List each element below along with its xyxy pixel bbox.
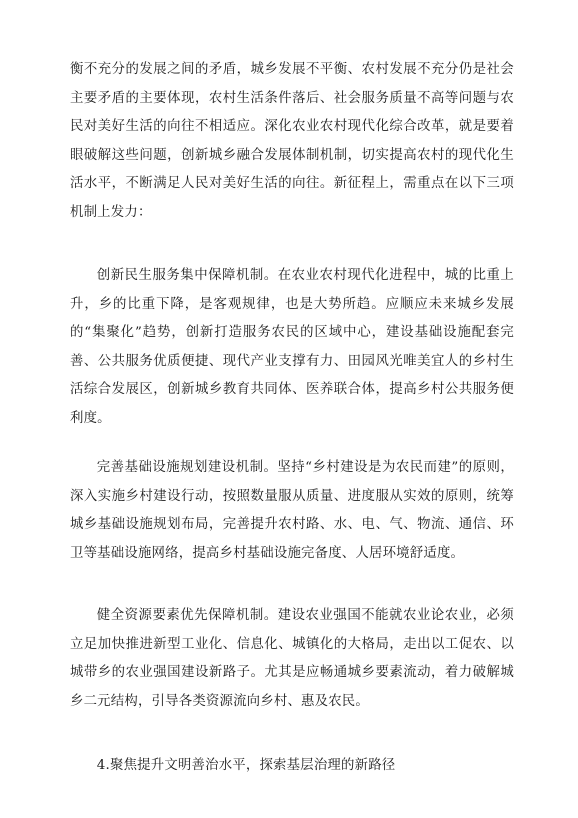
paragraph-continuation: 衡不充分的发展之间的矛盾，城乡发展不平衡、农村发展不充分仍是社会主要矛盾的主要体现，农村生活条件落后、社会服务质量不高等问题与农民对美好生活的向往不相适应。深化农业农村现代化综合改革，就是要着眼破解这些问题，创新城乡融合发展体制机制，切实提高农村的现代化生活水平，不断满足人民对美好生活的向往。新征程上，需重点在以下三项机制上发力：: [70, 62, 514, 220]
section-heading: 4.聚焦提升文明善治水平，探索基层治理的新路径: [96, 758, 396, 773]
paragraph-livelihood-services: 创新民生服务集中保障机制。在农业农村现代化进程中，城的比重上升，乡的比重下降，是客观规律，也是大势所趋。应顺应未来城乡发展的“集聚化”趋势，创新打造服务农民的区域中心，建设基础设施配套完善、公共服务优质便捷、现代产业支撑有力、田园风光唯美宜人的乡村生活综合发展区，创新城乡教育共同体、医养联合体，提高乡村公共服务便利度。: [70, 268, 514, 426]
paragraph-resource-factors: 健全资源要素优先保障机制。建设农业强国不能就农业论农业，必须立足加快推进新型工业化、信息化、城镇化的大格局，走出以工促农、以城带乡的农业强国建设新路子。尤其是应畅通城乡要素流动，着力破解城乡二元结构，引导各类资源流向乡村、惠及农民。: [70, 608, 514, 709]
paragraph-infrastructure: 完善基础设施规划建设机制。坚持“乡村建设是为农民而建”的原则，深入实施乡村建设行动，按照数量服从质量、进度服从实效的原则，统筹城乡基础设施规划布局，完善提升农村路、水、电、气、物流、通信、环卫等基础设施网络，提高乡村基础设施完备度、人居环境舒适度。: [70, 460, 514, 561]
